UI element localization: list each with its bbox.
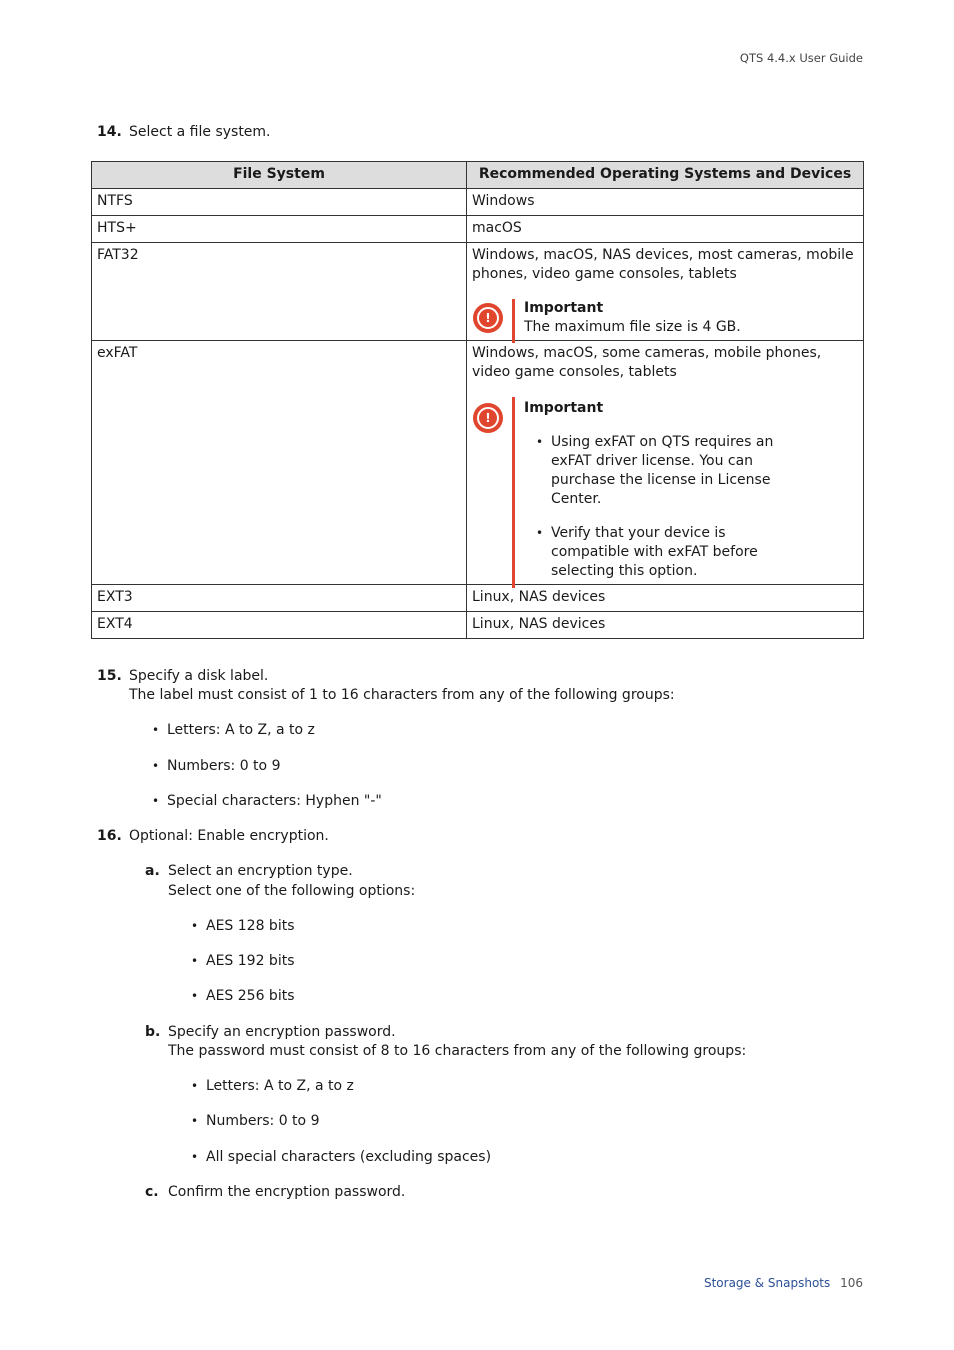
column-header: File System bbox=[92, 162, 467, 189]
bullet-text: Letters: A to Z, a to z bbox=[167, 722, 315, 738]
os-cell: macOS bbox=[467, 216, 864, 243]
table-row bbox=[92, 585, 864, 612]
fs-cell: FAT32 bbox=[92, 243, 467, 341]
step-number: 14. bbox=[97, 124, 122, 140]
bullet-text: All special characters (excluding spaces) bbox=[206, 1149, 492, 1165]
step-number: 16. bbox=[97, 828, 122, 844]
os-cell: Linux, NAS devices bbox=[467, 612, 864, 639]
step-desc: The label must consist of 1 to 16 characters from any of the following groups: bbox=[129, 687, 675, 703]
note-bullet bbox=[524, 524, 789, 581]
bullet-text: Numbers: 0 to 9 bbox=[206, 1113, 320, 1129]
file-system-table bbox=[91, 161, 864, 639]
table-row bbox=[92, 243, 864, 341]
substep-text: Specify an encryption password. bbox=[168, 1024, 396, 1040]
column-header: Recommended Operating Systems and Devices bbox=[467, 162, 864, 189]
substep-letter: c. bbox=[145, 1184, 159, 1200]
fs-cell: EXT3 bbox=[92, 585, 467, 612]
bullet-text: Special characters: Hyphen "-" bbox=[167, 793, 382, 809]
fs-cell: EXT4 bbox=[92, 612, 467, 639]
substep-letter: b. bbox=[145, 1024, 161, 1040]
os-cell bbox=[467, 243, 864, 341]
table-row bbox=[92, 612, 864, 639]
bullet-text: Numbers: 0 to 9 bbox=[167, 758, 281, 774]
bullet-text: Verify that your device is compatible with exFAT before selecting this option. bbox=[551, 525, 758, 579]
step-text: Specify a disk label. bbox=[129, 668, 269, 684]
table-row bbox=[92, 341, 864, 585]
step-number: 15. bbox=[97, 668, 122, 684]
fs-cell: NTFS bbox=[92, 189, 467, 216]
os-cell bbox=[467, 341, 864, 585]
substep-desc: Select one of the following options: bbox=[168, 883, 416, 899]
fs-cell: HTS+ bbox=[92, 216, 467, 243]
important-icon: ! bbox=[473, 303, 503, 333]
step-text: Select a file system. bbox=[129, 124, 271, 140]
page-number: 106 bbox=[840, 1276, 863, 1290]
substep-letter: a. bbox=[145, 863, 160, 879]
note-bar bbox=[512, 299, 515, 343]
note-bar bbox=[512, 397, 515, 588]
note-bullet bbox=[524, 433, 789, 509]
fs-cell: exFAT bbox=[92, 341, 467, 585]
important-note bbox=[472, 299, 858, 337]
table-row bbox=[92, 216, 864, 243]
os-text: Windows, macOS, NAS devices, most cameras, mobile phones, video game consoles, tablets bbox=[472, 247, 854, 282]
table-header-row bbox=[92, 162, 864, 189]
bullet-text: AES 128 bits bbox=[206, 918, 295, 934]
bullet-text: Letters: A to Z, a to z bbox=[206, 1078, 354, 1094]
note-title: Important bbox=[524, 400, 604, 416]
important-icon: ! bbox=[473, 403, 503, 433]
note-title: Important bbox=[524, 300, 604, 316]
footer bbox=[704, 1276, 863, 1290]
substep-text: Confirm the encryption password. bbox=[168, 1184, 406, 1200]
substep-text: Select an encryption type. bbox=[168, 863, 353, 879]
os-text: Windows, macOS, some cameras, mobile phones, video game consoles, tablets bbox=[472, 345, 822, 380]
bullet-text: AES 256 bits bbox=[206, 988, 295, 1004]
os-cell: Linux, NAS devices bbox=[467, 585, 864, 612]
os-cell: Windows bbox=[467, 189, 864, 216]
footer-section-link[interactable]: Storage & Snapshots bbox=[703, 1276, 831, 1290]
bullet-dot: • bbox=[536, 526, 544, 540]
substep-desc: The password must consist of 8 to 16 characters from any of the following groups: bbox=[168, 1043, 747, 1059]
bullet-dot: • bbox=[536, 435, 544, 449]
bullet-text: Using exFAT on QTS requires an exFAT driver license. You can purchase the license in License Center. bbox=[551, 434, 774, 507]
note-text: The maximum file size is 4 GB. bbox=[524, 319, 741, 335]
important-note bbox=[472, 397, 858, 581]
bullet-text: AES 192 bits bbox=[206, 953, 295, 969]
step-text: Optional: Enable encryption. bbox=[129, 828, 329, 844]
header-title: QTS 4.4.x User Guide bbox=[739, 51, 863, 65]
table-row bbox=[92, 189, 864, 216]
